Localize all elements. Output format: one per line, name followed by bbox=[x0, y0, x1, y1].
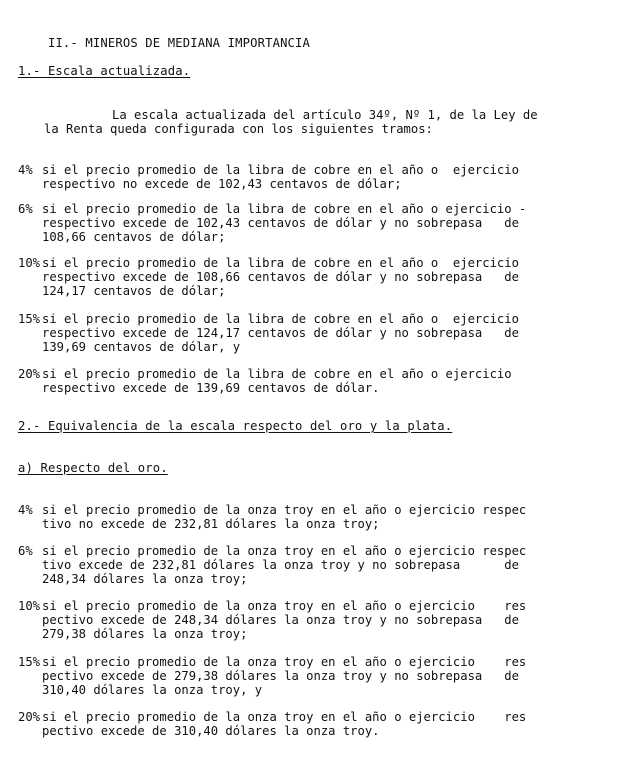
item-line: respectivo excede de 139,69 centavos de dólar. bbox=[42, 381, 380, 395]
list-item bbox=[18, 202, 598, 244]
item-line: si el precio promedio de la onza troy en el año o ejercicio res bbox=[42, 710, 527, 724]
item-first-line bbox=[18, 202, 598, 216]
rate-percent: 6% bbox=[18, 544, 33, 558]
item-line: pectivo excede de 248,34 dólares la onza troy y no sobrepasa de bbox=[42, 613, 519, 627]
list-item bbox=[18, 256, 598, 298]
item-line: si el precio promedio de la libra de cobre en el año o ejercicio bbox=[42, 367, 512, 381]
item-first-line bbox=[18, 312, 598, 326]
item-line: 310,40 dólares la onza troy, y bbox=[42, 683, 263, 697]
item-line: si el precio promedio de la onza troy en el año o ejercicio res bbox=[42, 599, 527, 613]
list-item bbox=[18, 544, 598, 586]
item-first-line bbox=[18, 710, 598, 724]
item-line: 124,17 centavos de dólar; bbox=[42, 284, 226, 298]
item-line: respectivo excede de 124,17 centavos de dólar y no sobrepasa de bbox=[42, 326, 519, 340]
item-line: 248,34 dólares la onza troy; bbox=[42, 572, 248, 586]
item-first-line bbox=[18, 544, 598, 558]
item-line: si el precio promedio de la libra de cobre en el año o ejercicio bbox=[42, 163, 519, 177]
item-line: respectivo no excede de 102,43 centavos de dólar; bbox=[42, 177, 402, 191]
item-first-line bbox=[18, 163, 598, 177]
item-first-line bbox=[18, 367, 598, 381]
rate-percent: 20% bbox=[18, 710, 41, 724]
rate-percent: 15% bbox=[18, 312, 41, 326]
rate-percent: 10% bbox=[18, 256, 41, 270]
item-line: pectivo excede de 310,40 dólares la onza troy. bbox=[42, 724, 380, 738]
list-item bbox=[18, 503, 598, 531]
subsection-2a-title: a) Respecto del oro. bbox=[18, 461, 168, 475]
item-line: si el precio promedio de la libra de cobre en el año o ejercicio - bbox=[42, 202, 527, 216]
intro-paragraph bbox=[44, 108, 598, 136]
list-item bbox=[18, 312, 598, 354]
item-line: tivo no excede de 232,81 dólares la onza troy; bbox=[42, 517, 380, 531]
item-first-line bbox=[18, 655, 598, 669]
subsection-2-title: 2.- Equivalencia de la escala respecto del oro y la plata. bbox=[18, 419, 453, 433]
intro-line-2: la Renta queda configurada con los siguientes tramos: bbox=[44, 122, 433, 136]
item-line: 139,69 centavos de dólar, y bbox=[42, 340, 241, 354]
section-title-text: II.- MINEROS DE MEDIANA IMPORTANCIA bbox=[47, 36, 311, 50]
intro-line-1: La escala actualizada del artículo 34º, Nº 1, de la Ley de bbox=[112, 108, 538, 122]
rate-percent: 10% bbox=[18, 599, 41, 613]
list-item bbox=[18, 710, 598, 738]
item-first-line bbox=[18, 256, 598, 270]
rate-percent: 15% bbox=[18, 655, 41, 669]
item-line: si el precio promedio de la libra de cobre en el año o ejercicio bbox=[42, 312, 519, 326]
rate-percent: 4% bbox=[18, 503, 33, 517]
item-line: 108,66 centavos de dólar; bbox=[42, 230, 226, 244]
item-line: respectivo excede de 102,43 centavos de dólar y no sobrepasa de bbox=[42, 216, 519, 230]
rate-percent: 20% bbox=[18, 367, 41, 381]
list-item bbox=[18, 163, 598, 191]
item-line: respectivo excede de 108,66 centavos de dólar y no sobrepasa de bbox=[42, 270, 519, 284]
item-first-line bbox=[18, 599, 598, 613]
subsection-1-title: 1.- Escala actualizada. bbox=[18, 64, 191, 78]
item-line: pectivo excede de 279,38 dólares la onza troy y no sobrepasa de bbox=[42, 669, 519, 683]
item-line: tivo excede de 232,81 dólares la onza troy y no sobrepasa de bbox=[42, 558, 519, 572]
item-line: si el precio promedio de la libra de cobre en el año o ejercicio bbox=[42, 256, 519, 270]
item-line: si el precio promedio de la onza troy en el año o ejercicio respec bbox=[42, 503, 527, 517]
rate-percent: 4% bbox=[18, 163, 33, 177]
item-line: si el precio promedio de la onza troy en el año o ejercicio res bbox=[42, 655, 527, 669]
item-line: 279,38 dólares la onza troy; bbox=[42, 627, 248, 641]
item-line: si el precio promedio de la onza troy en el año o ejercicio respec bbox=[42, 544, 527, 558]
list-item bbox=[18, 599, 598, 641]
list-item bbox=[18, 367, 598, 395]
list-item bbox=[18, 655, 598, 697]
rate-percent: 6% bbox=[18, 202, 33, 216]
item-first-line bbox=[18, 503, 598, 517]
section-title bbox=[18, 22, 310, 64]
